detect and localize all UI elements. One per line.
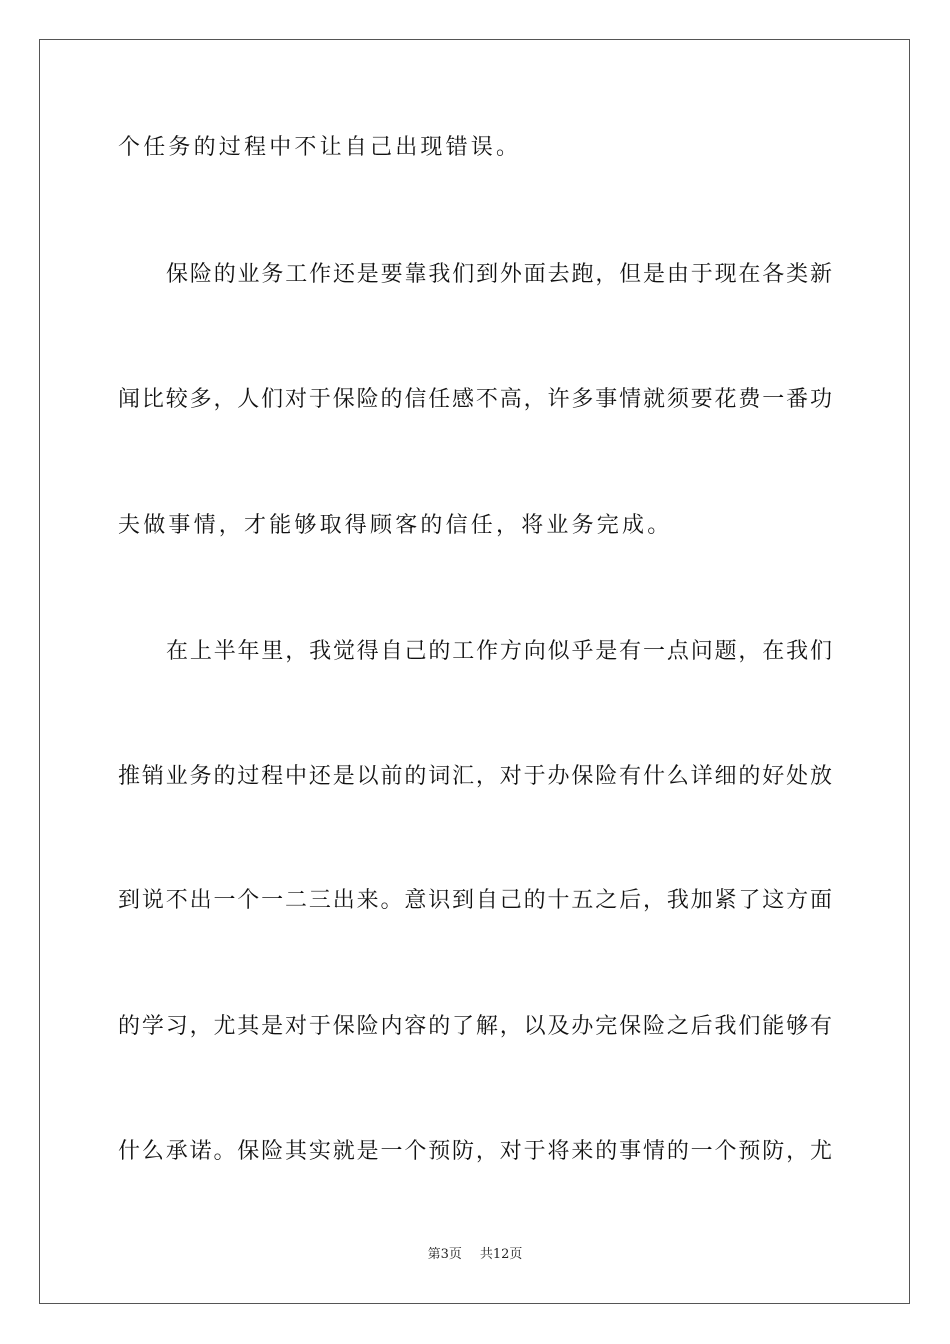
text-line-4: 夫做事情，才能够取得顾客的信任，将业务完成。 <box>118 513 673 538</box>
text-line-8: 的学习，尤其是对于保险内容的了解，以及办完保险之后我们能够有 <box>118 1014 832 1039</box>
page-frame <box>39 39 910 1304</box>
page-footer <box>0 1246 950 1264</box>
text-line-6: 推销业务的过程中还是以前的词汇，对于办保险有什么详细的好处放 <box>118 764 832 789</box>
text-line-9: 什么承诺。保险其实就是一个预防，对于将来的事情的一个预防，尤 <box>118 1139 832 1164</box>
text-line-7: 到说不出一个一二三出来。意识到自己的十五之后，我加紧了这方面 <box>118 888 832 913</box>
page-number-current: 第3页 <box>427 1247 462 1262</box>
text-line-3: 闻比较多，人们对于保险的信任感不高，许多事情就须要花费一番功 <box>118 387 832 412</box>
text-line-5-paragraph-start: 在上半年里，我觉得自己的工作方向似乎是有一点问题，在我们 <box>166 639 832 664</box>
text-line-2-paragraph-start: 保险的业务工作还是要靠我们到外面去跑，但是由于现在各类新 <box>166 262 832 287</box>
text-line-1: 个任务的过程中不让自己出现错误。 <box>118 135 522 160</box>
page-number-total: 共12页 <box>479 1247 523 1262</box>
